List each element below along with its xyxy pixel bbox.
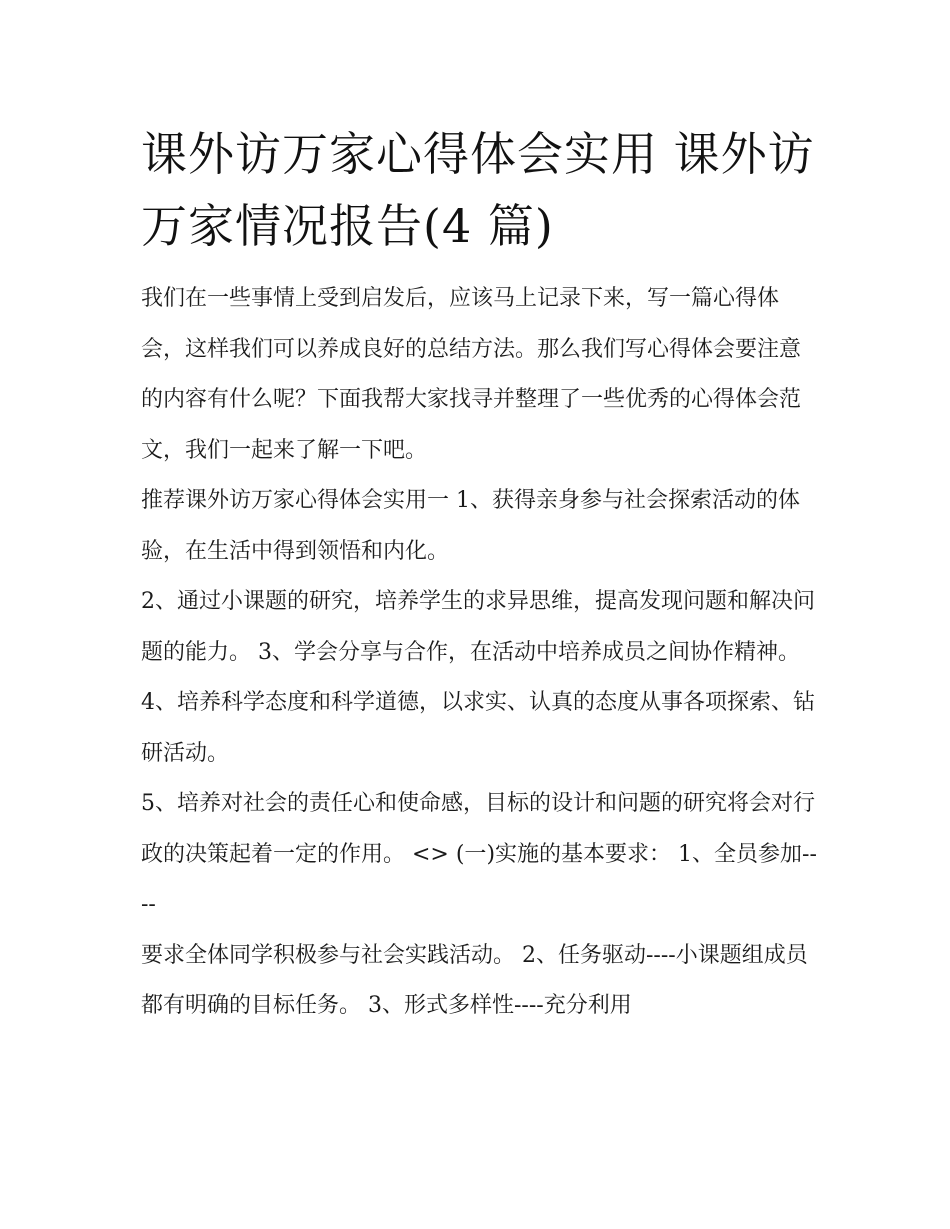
paragraph-goal-1: 推荐课外访万家心得体会实用一 1、获得亲身参与社会探索活动的体验，在生活中得到领悟和内化。	[141, 488, 800, 564]
paragraph-goal-2-3: 2、通过小课题的研究，培养学生的求异思维，提高发现问题和解决问题的能力。 3、学会分享与合作，在活动中培养成员之间协作精神。	[141, 589, 815, 665]
paragraph-goal-5: 5、培养对社会的责任心和使命感，目标的设计和问题的研究将会对行政的决策起着一定的作用。 <> (一)实施的基本要求： 1、全员参加----	[141, 791, 817, 917]
document-title: 课外访万家心得体会实用 课外访万家情况报告(4 篇)	[141, 127, 815, 253]
document-body	[141, 118, 821, 1032]
paragraph-requirements: 要求全体同学积极参与社会实践活动。 2、任务驱动----小课题组成员都有明确的目标任务。 3、形式多样性----充分利用	[141, 942, 808, 1018]
paragraph-intro: 我们在一些事情上受到启发后，应该马上记录下来，写一篇心得体会，这样我们可以养成良好的总结方法。那么我们写心得体会要注意的内容有什么呢？下面我帮大家找寻并整理了一些优秀的心得体会范文，我们一起来了解一下吧。	[141, 286, 802, 463]
paragraph-goal-4: 4、培养科学态度和科学道德，以求实、认真的态度从事各项探索、钻研活动。	[141, 690, 815, 766]
